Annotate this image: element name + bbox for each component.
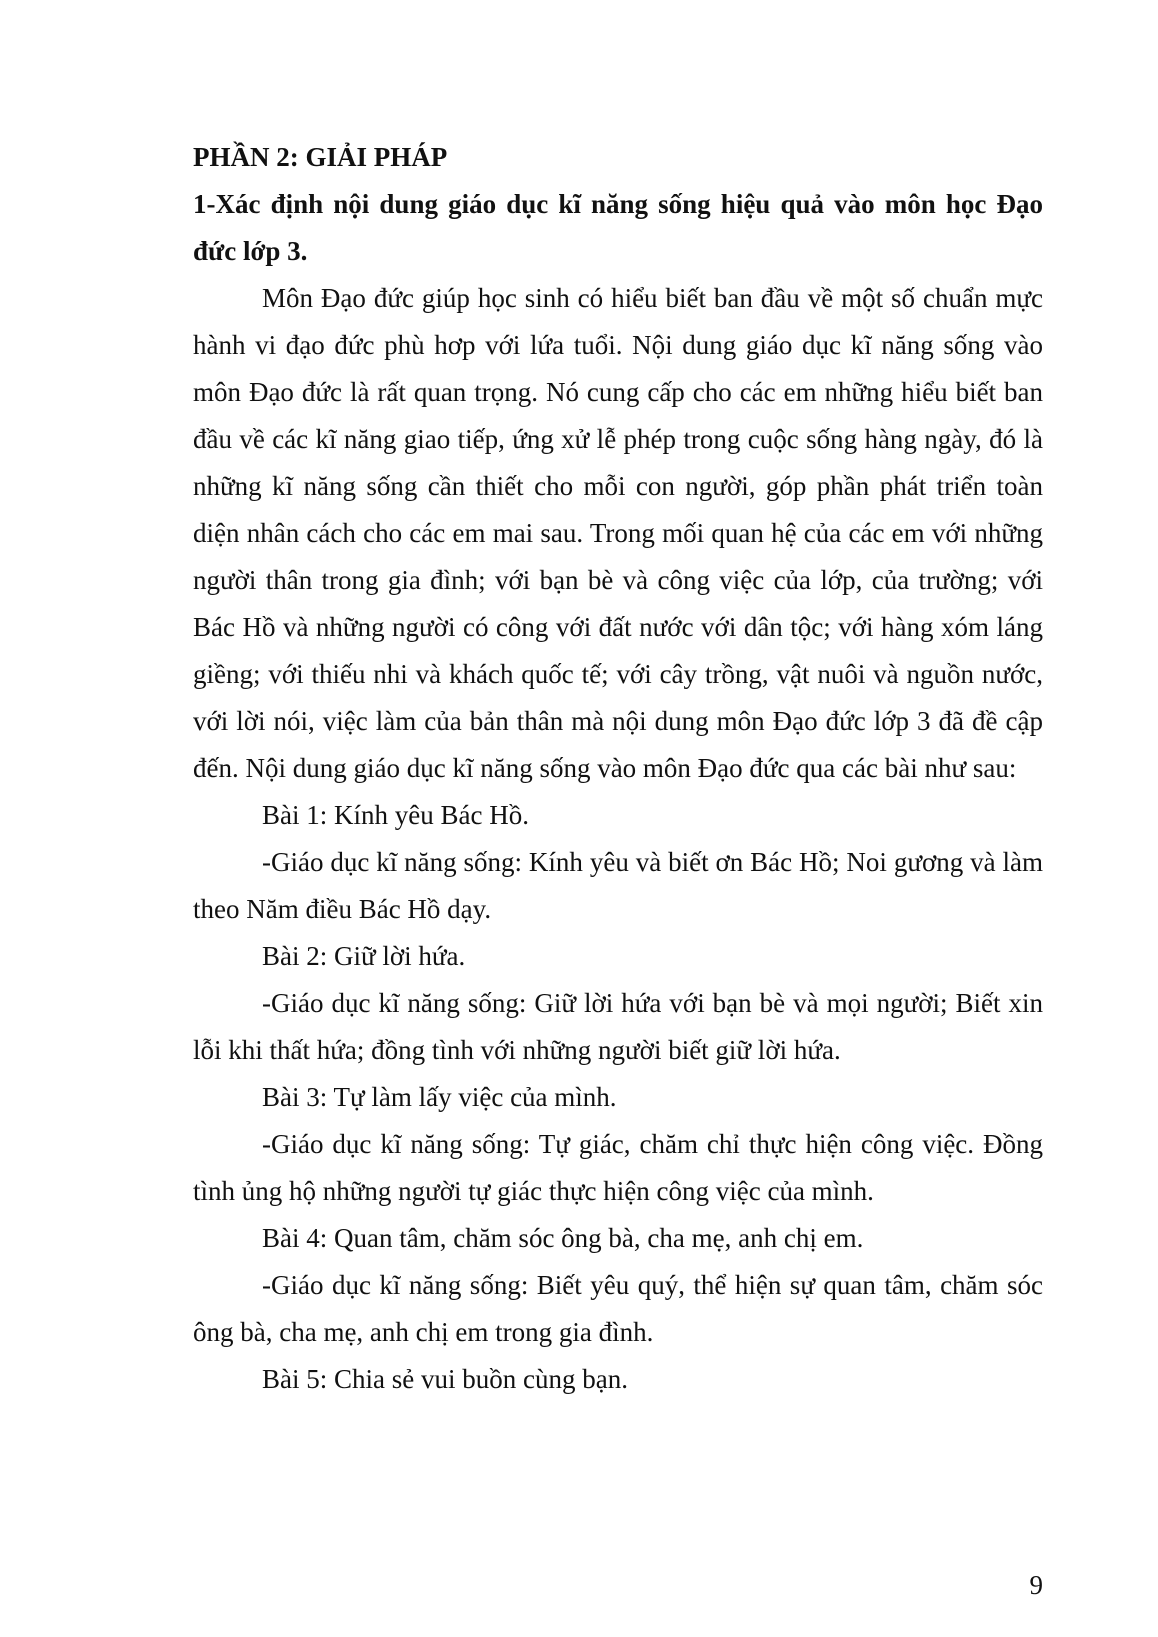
lesson-4-skills: -Giáo dục kĩ năng sống: Biết yêu quý, thể hiện sự quan tâm, chăm sóc ông bà, cha mẹ, anh chị em trong gia đình.: [193, 1270, 1043, 1347]
lesson-5-title: Bài 5: Chia sẻ vui buồn cùng bạn.: [262, 1364, 628, 1394]
lesson-3-skills: -Giáo dục kĩ năng sống: Tự giác, chăm chỉ thực hiện công việc. Đồng tình ủng hộ những người tự giác thực hiện công việc của mình.: [193, 1129, 1043, 1206]
lesson-4-title: Bài 4: Quan tâm, chăm sóc ông bà, cha mẹ, anh chị em.: [262, 1223, 864, 1253]
lesson-3-title: Bài 3: Tự làm lấy việc của mình.: [262, 1082, 617, 1112]
intro-paragraph: Môn Đạo đức giúp học sinh có hiểu biết ban đầu về một số chuẩn mực hành vi đạo đức phù hơp với lứa tuổi. Nội dung giáo dục kĩ năng sống vào môn Đạo đức là rất quan trọng. Nó cung cấp cho các em những hiểu biết ban đầu về các kĩ năng giao tiếp, ứng xử lễ phép trong cuộc sống hàng ngày, đó là những kĩ năng sống cần thiết cho mỗi con người, góp phần phát triển toàn diện nhân cách cho các em mai sau. Trong mối quan hệ của các em với những người thân trong gia đình; với bạn bè và công việc của lớp, của trường; với Bác Hồ và những người có công với đất nước với dân tộc; với hàng xóm láng giềng; với thiếu nhi và khách quốc tế; với cây trồng, vật nuôi và nguồn nước, với lời nói, việc làm của bản thân mà nội dung môn Đạo đức lớp 3 đã đề cập đến. Nội dung giáo dục kĩ năng sống vào môn Đạo đức qua các bài như sau:: [193, 283, 1043, 783]
lesson-2-title: Bài 2: Giữ lời hứa.: [262, 941, 466, 971]
lesson-1-title: Bài 1: Kính yêu Bác Hồ.: [262, 800, 529, 830]
document-page: [193, 134, 1043, 1403]
page-number: 9: [1029, 1570, 1043, 1600]
section-title: 1-Xác định nội dung giáo dục kĩ năng sống hiệu quả vào môn học Đạo đức lớp 3.: [193, 189, 1043, 266]
lesson-1-skills: -Giáo dục kĩ năng sống: Kính yêu và biết ơn Bác Hồ; Noi gương và làm theo Năm điều Bác Hồ dạy.: [193, 847, 1043, 924]
lesson-2-skills: -Giáo dục kĩ năng sống: Giữ lời hứa với bạn bè và mọi người; Biết xin lỗi khi thất hứa; đồng tình với những người biết giữ lời hứa.: [193, 988, 1043, 1065]
part-title: PHẦN 2: GIẢI PHÁP: [193, 142, 448, 172]
